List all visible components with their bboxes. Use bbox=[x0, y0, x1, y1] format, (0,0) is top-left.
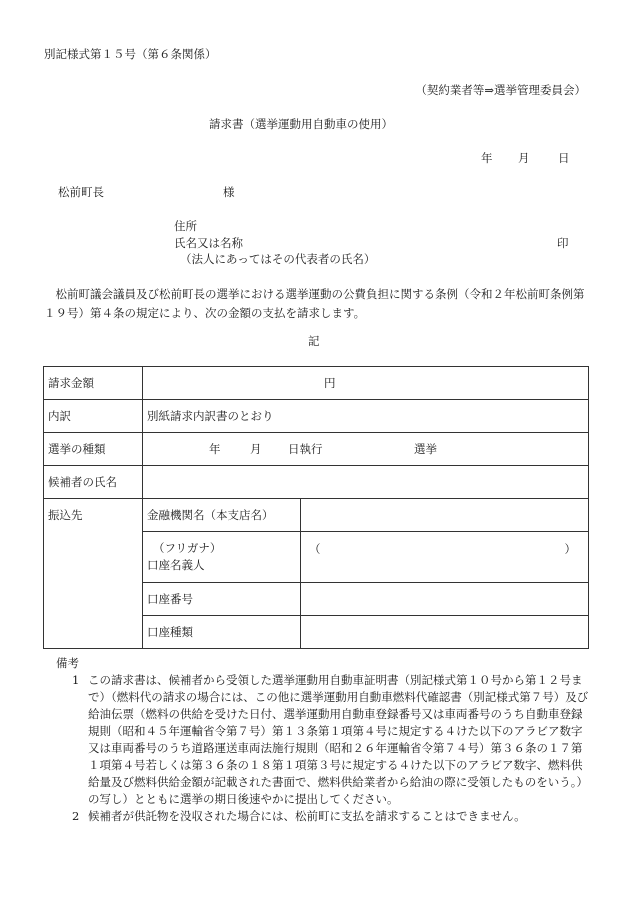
form-number: 別記様式第１５号（第６条関係） bbox=[44, 47, 217, 61]
election-type-row bbox=[44, 433, 589, 466]
holder-field[interactable] bbox=[301, 532, 589, 583]
account-type-field[interactable] bbox=[301, 616, 589, 649]
note-number: 1 bbox=[72, 673, 80, 687]
election-month: 月 bbox=[250, 442, 262, 456]
amount-field[interactable] bbox=[143, 367, 589, 400]
corporate-note: （法人にあってはその代表者の氏名） bbox=[180, 252, 376, 266]
date-day: 日 bbox=[558, 151, 570, 165]
breakdown-row bbox=[44, 400, 589, 433]
furigana-label: （フリガナ） bbox=[153, 541, 222, 555]
election-year: 年 bbox=[209, 442, 221, 456]
bank-label: 金融機関名（本支店名） bbox=[143, 499, 301, 532]
note-text: 候補者が供託物を没収された場合には、松前町に支払を請求することはできません。 bbox=[88, 809, 526, 823]
body-text: 松前町議会議員及び松前町長の選挙における選挙運動の公費負担に関する条例（令和２年松前町条例第１９号）第４条の規定により、次の金額の支払を請求します。 bbox=[44, 287, 585, 320]
amount-label: 請求金額 bbox=[44, 367, 143, 400]
election-type-field[interactable] bbox=[143, 433, 589, 466]
note-text: この請求書は、候補者から受領した選挙運動用自動車証明書（別記様式第１０号から第１２号まで）（燃料代の請求の場合には、この他に選挙運動用自動車燃料代確認書（別記様式第７号）及び給油伝票（燃料の供給を受けた日付、選挙運動用自動車登録番号又は車両番号のうち自動車登録規則（昭和４５年運輸省令第７号）第１３条第１項第４号に規定する４けた以下のアラビア数字又は車両番号のうち道路運送車両法施行規則（昭和２６年運輸省令第７４号）第３６条の１７第１項第４号若しくは第３６条の１８第１項第３号に規定する４けた以下のアラビア数字、燃料供給量及び燃料供給金額が記載された書面で、燃料供給業者から給油の際に受領したものをいう。）の写し）とともに選挙の期日後速やかに提出してください。 bbox=[88, 673, 589, 806]
election-suffix: 選挙 bbox=[414, 442, 437, 456]
note-item-1 bbox=[56, 672, 591, 808]
account-number-label: 口座番号 bbox=[143, 583, 301, 616]
direction-note: （契約業者等⇒選挙管理委員会） bbox=[415, 83, 586, 97]
transfer-label: 振込先 bbox=[44, 499, 143, 649]
account-number-field[interactable] bbox=[301, 583, 589, 616]
notes-section bbox=[56, 655, 591, 825]
holder-label: 口座名義人 bbox=[147, 558, 205, 572]
bank-field[interactable] bbox=[301, 499, 589, 532]
breakdown-label: 内訳 bbox=[44, 400, 143, 433]
candidate-label: 候補者の氏名 bbox=[44, 466, 143, 499]
candidate-field[interactable] bbox=[143, 466, 589, 499]
date-month: 月 bbox=[518, 151, 530, 165]
note-item-2 bbox=[56, 808, 591, 825]
amount-row bbox=[44, 367, 589, 400]
bank-row bbox=[44, 499, 589, 532]
address-label: 住所 bbox=[174, 219, 197, 233]
paren-close: ） bbox=[564, 542, 576, 556]
request-table bbox=[43, 366, 589, 649]
notes-title: 備考 bbox=[56, 656, 79, 670]
paren-open: （ bbox=[309, 542, 321, 556]
election-type-label: 選挙の種類 bbox=[44, 433, 143, 466]
amount-unit: 円 bbox=[324, 375, 336, 390]
page-title: 請求書（選挙運動用自動車の使用） bbox=[209, 117, 393, 131]
election-day: 日執行 bbox=[288, 442, 323, 456]
candidate-row bbox=[44, 466, 589, 499]
note-number: 2 bbox=[72, 809, 80, 823]
ki-label: 記 bbox=[308, 334, 320, 348]
holder-label-cell bbox=[143, 532, 301, 583]
addressee-name: 松前町長 bbox=[58, 185, 104, 199]
account-type-label: 口座種類 bbox=[143, 616, 301, 649]
date-year: 年 bbox=[481, 151, 493, 165]
name-label: 氏名又は名称 bbox=[174, 236, 243, 250]
breakdown-value: 別紙請求内訳書のとおり bbox=[143, 400, 589, 433]
seal-mark: 印 bbox=[557, 236, 569, 250]
addressee-honorific: 様 bbox=[223, 185, 235, 199]
